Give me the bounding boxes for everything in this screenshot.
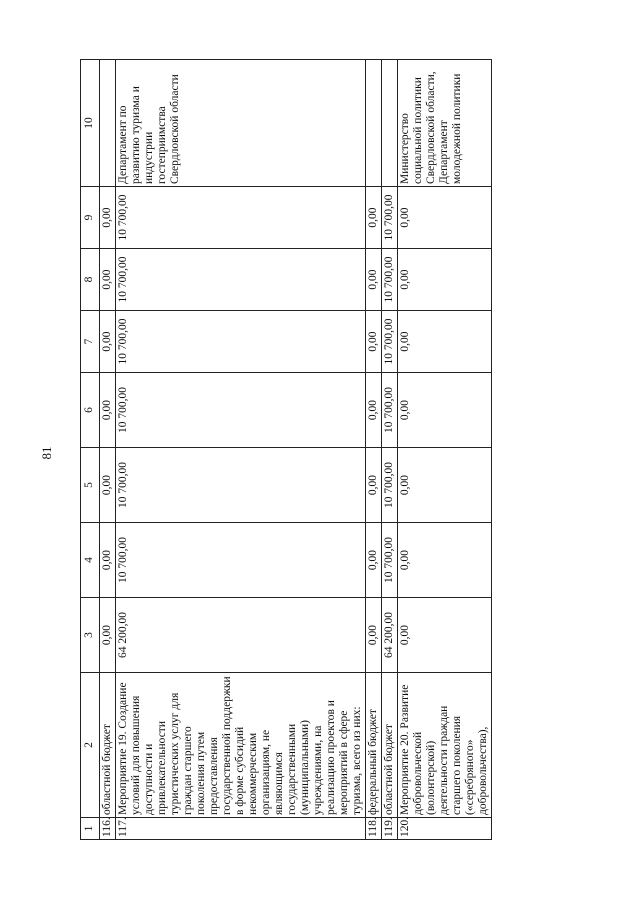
cell-value: 0,00 (100, 448, 116, 523)
cell-value: 0,00 (398, 311, 492, 373)
responsible-cell (366, 60, 382, 187)
row-number: 116. (100, 818, 116, 840)
header-cell: 9 (81, 187, 100, 249)
responsible-cell: Министерство социальной политики Свердловской области, Департамент молодежной политики (398, 60, 492, 187)
budget-table (80, 59, 492, 840)
cell-value: 0,00 (100, 523, 116, 598)
cell-value: 10 700,00 (382, 448, 398, 523)
cell-value: 0,00 (100, 311, 116, 373)
rotated-table-container (80, 60, 496, 840)
row-number: 120. (398, 818, 492, 840)
cell-value: 0,00 (100, 598, 116, 673)
header-cell: 10 (81, 60, 100, 187)
cell-value: 0,00 (398, 187, 492, 249)
table-row (382, 60, 398, 840)
table-row (366, 60, 382, 840)
header-cell: 5 (81, 448, 100, 523)
cell-value: 0,00 (398, 373, 492, 448)
cell-value: 0,00 (100, 187, 116, 249)
row-number: 118. (366, 818, 382, 840)
cell-value: 0,00 (398, 448, 492, 523)
cell-value: 10 700,00 (382, 373, 398, 448)
header-cell: 7 (81, 311, 100, 373)
cell-value: 10 700,00 (382, 311, 398, 373)
cell-value: 10 700,00 (116, 311, 366, 373)
header-cell: 6 (81, 373, 100, 448)
cell-value: 0,00 (366, 448, 382, 523)
responsible-cell (100, 60, 116, 187)
cell-value: 10 700,00 (382, 523, 398, 598)
cell-value: 10 700,00 (382, 187, 398, 249)
cell-value: 10 700,00 (116, 249, 366, 311)
header-cell: 8 (81, 249, 100, 311)
header-row (81, 60, 100, 840)
table-row (100, 60, 116, 840)
row-name: областной бюджет (382, 673, 398, 818)
cell-value: 10 700,00 (382, 249, 398, 311)
cell-value: 10 700,00 (116, 448, 366, 523)
responsible-cell (382, 60, 398, 187)
cell-value: 10 700,00 (116, 373, 366, 448)
header-cell: 4 (81, 523, 100, 598)
cell-value: 64 200,00 (382, 598, 398, 673)
cell-value: 0,00 (366, 311, 382, 373)
responsible-cell: Департамент по развитию туризма и индустрии гостеприимства Свердловской области (116, 60, 366, 187)
header-cell: 3 (81, 598, 100, 673)
cell-value: 0,00 (398, 523, 492, 598)
cell-value: 0,00 (366, 373, 382, 448)
page-number: 81 (39, 446, 54, 460)
row-number: 117. (116, 818, 366, 840)
header-cell: 2 (81, 673, 100, 818)
row-name: федеральный бюджет (366, 673, 382, 818)
row-number: 119. (382, 818, 398, 840)
cell-value: 0,00 (398, 249, 492, 311)
cell-value: 10 700,00 (116, 523, 366, 598)
cell-value: 0,00 (100, 373, 116, 448)
row-name: Мероприятие 20. Развитие добровольческой (волонтерской) деятельности граждан старшего поколения («серебряного» добровольчества), (398, 673, 492, 818)
table-row (398, 60, 492, 840)
row-name: областной бюджет (100, 673, 116, 818)
cell-value: 0,00 (366, 523, 382, 598)
cell-value: 0,00 (366, 187, 382, 249)
table-row (116, 60, 366, 840)
cell-value: 0,00 (366, 598, 382, 673)
row-name: Мероприятие 19. Создание условий для повышения доступности и привлекательности туристических услуг для граждан старшего поколения путем предоставления государственной поддержки в форме субсидий некоммерческим организациям, не являющимся государственными (муниципальными) учреждениями, на реализацию проектов и мероприятий в сфере туризма, всего из них: (116, 673, 366, 818)
header-cell: 1 (81, 818, 100, 840)
cell-value: 10 700,00 (116, 187, 366, 249)
cell-value: 64 200,00 (116, 598, 366, 673)
cell-value: 0,00 (366, 249, 382, 311)
cell-value: 0,00 (100, 249, 116, 311)
cell-value: 0,00 (398, 598, 492, 673)
